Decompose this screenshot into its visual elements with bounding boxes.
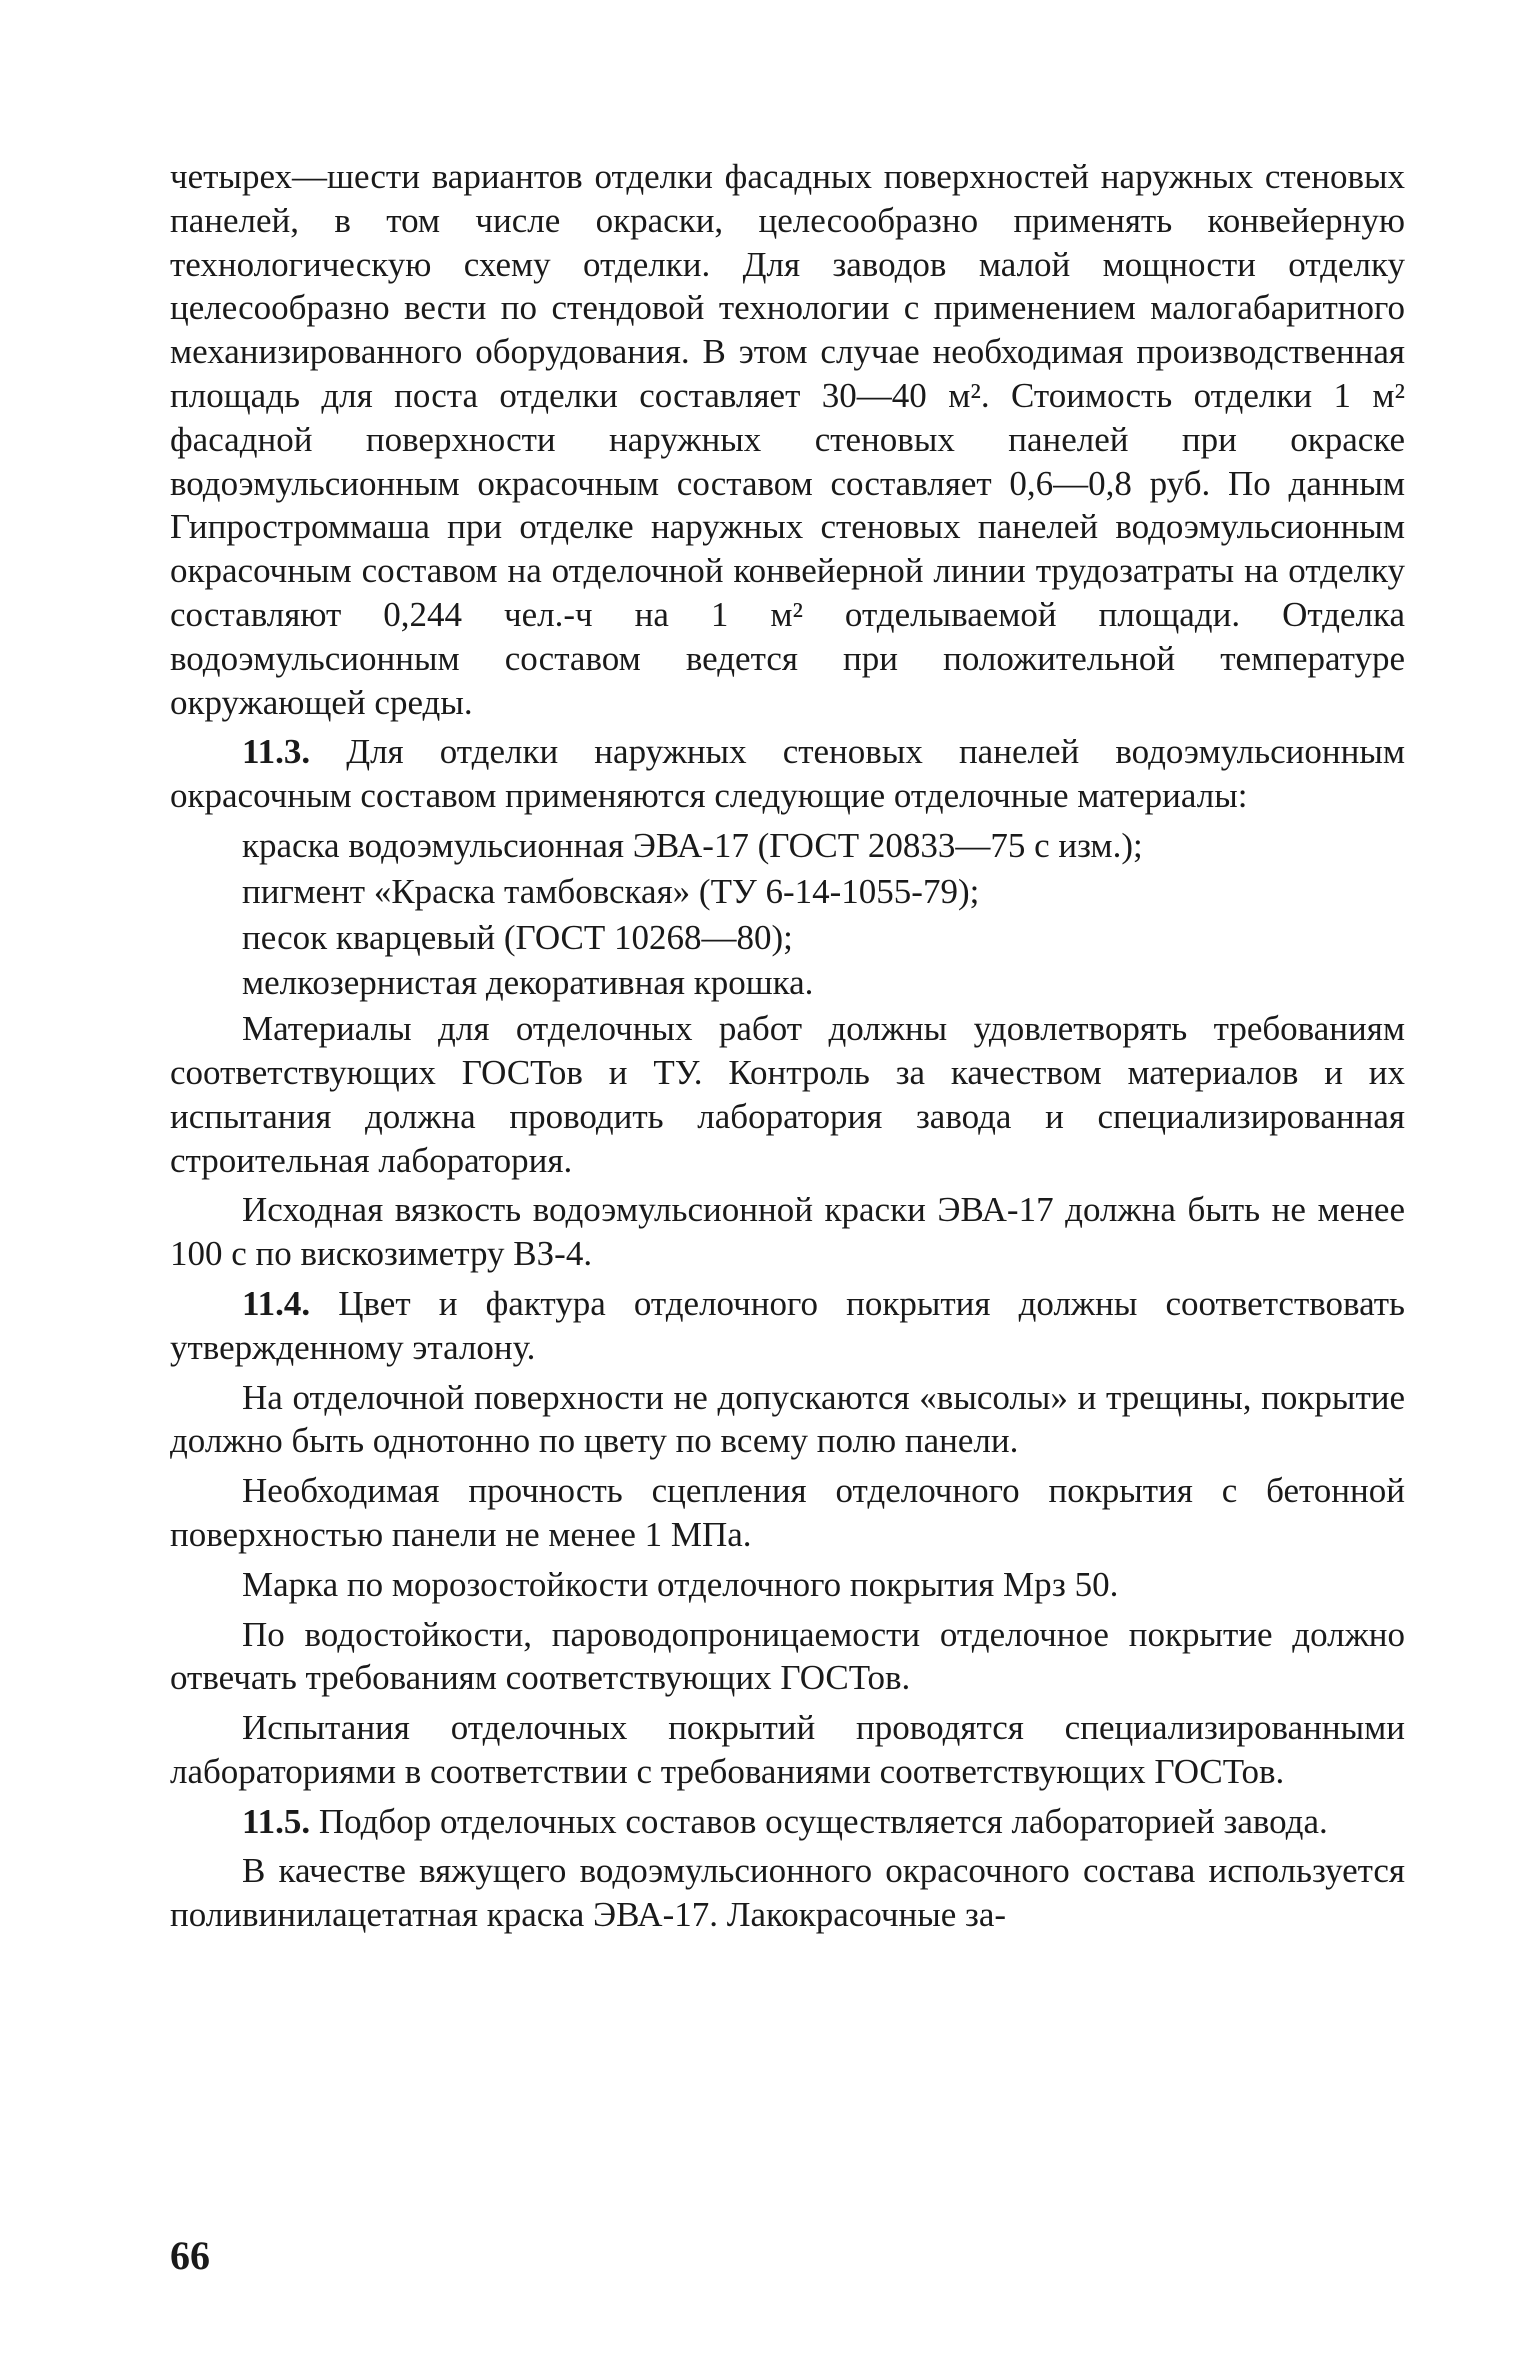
paragraph-text: Подбор отделочных составов осуществляется лабораторией завода. — [310, 1801, 1328, 1841]
paragraph-defects: На отделочной поверхности не допускаются «высолы» и трещины, покрытие должно быть однотонно по цвету по всему полю панели. — [170, 1377, 1405, 1461]
paragraph-tests: Испытания отделочных покрытий проводятся специализированными лабораториями в соответствии с требованиями соответствующих ГОСТов. — [170, 1708, 1405, 1791]
paragraph-adhesion: Необходимая прочность сцепления отделочного покрытия с бетонной поверхностью панели не менее 1 МПа. — [170, 1471, 1405, 1554]
paragraph-1: четырех—шести вариантов отделки фасадных поверхностей наружных стеновых панелей, в том числе окраски, целесообразно применять конвейерную технологическую схему отделки. Для заводов малой мощности отделку целесообразно вести по стендовой технологии с применением малогабаритного механизированного оборудования. В этом случае необходимая производственная площадь для поста отделки составляет 30—40 м². Стоимость отделки 1 м² фасадной поверхности наружных стеновых панелей при окраске водоэмульсионным окрасочным составом составляет 0,6—0,8 руб. По данным Гипростроммаша при отделке наружных стеновых панелей водоэмульсионным окрасочным составом на отделочной конвейерной линии трудозатраты на отделку составляют 0,244 чел.-ч на 1 м² отделываемой площади. Отделка водоэмульсионным составом ведется при положительной температуре окружающей среды. — [170, 157, 1405, 722]
paragraph-text: Для отделки наружных стеновых панелей водоэмульсионным окрасочным составом применяются следующие отделочные материалы: — [170, 732, 1405, 816]
paragraph-frost: Марка по морозостойкости отделочного покрытия Мрз 50. — [242, 1564, 1119, 1604]
section-number: 11.4. — [242, 1283, 311, 1323]
list-item: пигмент «Краска тамбовская» (ТУ 6-14-1055-79); — [242, 871, 980, 911]
page-body — [170, 155, 1405, 1943]
paragraph-section-11-5 — [170, 1800, 1405, 1844]
page-number: 66 — [170, 2233, 210, 2278]
list-item: песок кварцевый (ГОСТ 10268—80); — [242, 917, 793, 957]
list-item: краска водоэмульсионная ЭВА-17 (ГОСТ 20833—75 с изм.); — [242, 825, 1143, 865]
paragraph-materials: Материалы для отделочных работ должны удовлетворять требованиям соответствующих ГОСТов и ТУ. Контроль за качеством материалов и их испытания должна проводить лаборатория завода и специализированная строительная лаборатория. — [170, 1009, 1405, 1180]
paragraph-section-11-3 — [170, 730, 1405, 818]
paragraph-water: По водостойкости, пароводопроницаемости отделочное покрытие должно отвечать требованиям соответствующих ГОСТов. — [170, 1614, 1405, 1698]
paragraph-text: Цвет и фактура отделочного покрытия должны соответствовать утвержденному эталону. — [170, 1283, 1405, 1367]
section-number: 11.3. — [242, 732, 311, 772]
paragraph-viscosity: Исходная вязкость водоэмульсионной краски ЭВА-17 должна быть не менее 100 с по вискозиметру ВЗ-4. — [170, 1190, 1405, 1274]
list-item: мелкозернистая декоративная крошка. — [242, 963, 814, 1003]
paragraph-binder: В качестве вяжущего водоэмульсионного окрасочного состава используется поливинилацетатная краска ЭВА-17. Лакокрасочные за- — [170, 1851, 1405, 1935]
section-number: 11.5. — [242, 1801, 311, 1841]
paragraph-section-11-4 — [170, 1282, 1405, 1370]
